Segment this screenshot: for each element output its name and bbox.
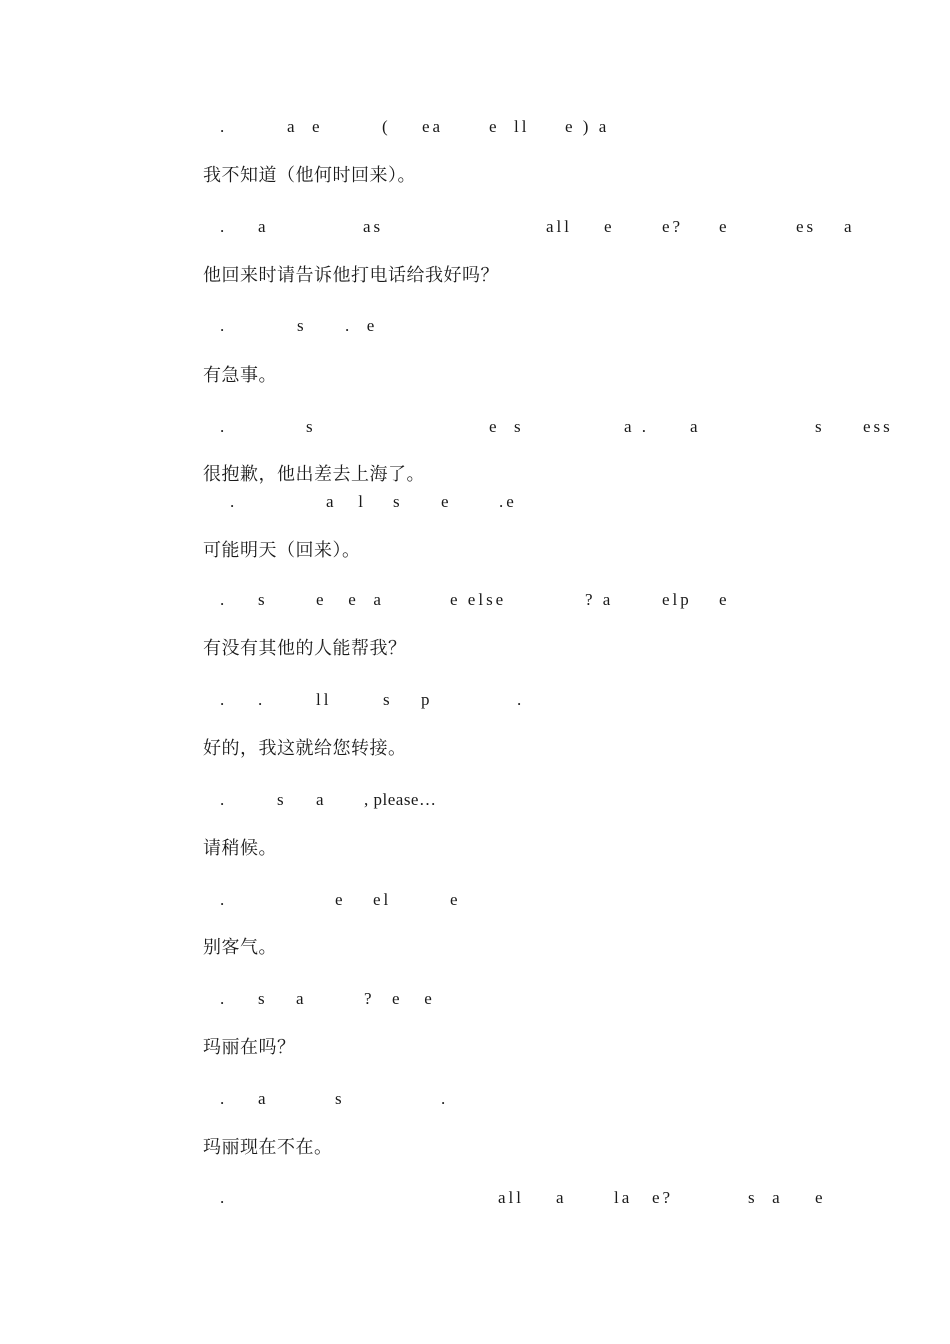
text-fragment: . [220,217,228,236]
text-fragment: a [258,1089,269,1108]
text-fragment: . [220,890,228,909]
english-line-4 [0,416,950,440]
text-fragment: . [220,117,228,136]
text-fragment: e s [489,417,524,436]
english-line-12 [0,1187,950,1211]
chinese-line-10: 玛丽在吗？ [203,1037,296,1058]
text-fragment: ess [863,417,893,436]
text-fragment: el [373,890,392,909]
text-fragment: e [604,217,615,236]
text-fragment: ( [382,117,391,136]
text-fragment: . [441,1089,449,1108]
chinese-line-5: 可能明天（回来）。 [203,540,361,561]
text-fragment: e [815,1188,826,1207]
text-fragment: a [556,1188,567,1207]
text-fragment: , please… [364,790,437,809]
text-fragment: s [306,417,316,436]
text-fragment: e ) a [565,117,610,136]
text-fragment: a [296,989,307,1008]
text-fragment: ea [422,117,444,136]
text-fragment: . e [345,316,378,335]
english-line-6 [0,589,950,613]
chinese-line-8: 请稍候。 [203,838,277,859]
chinese-line-3: 有急事。 [203,365,277,386]
english-line-5 [0,491,950,515]
text-fragment: ? a [585,590,614,609]
text-fragment: elp [662,590,692,609]
text-fragment: e e [392,989,435,1008]
text-fragment: e [450,890,461,909]
text-fragment: .e [499,492,517,511]
chinese-line-1: 我不知道（他何时回来）。 [203,165,416,186]
text-fragment: ll [316,690,332,709]
text-fragment: . [220,590,228,609]
english-line-7 [0,689,950,713]
chinese-line-4: 很抱歉，他出差去上海了。 [203,464,425,485]
chinese-line-11: 玛丽现在不在。 [203,1137,333,1158]
text-fragment: . [220,1089,228,1108]
text-fragment: a l [326,492,367,511]
text-fragment: es [796,217,817,236]
text-fragment: s [383,690,393,709]
chinese-line-7: 好的，我这就给您转接。 [203,738,407,759]
text-fragment: s [297,316,307,335]
text-fragment: s a [748,1188,783,1207]
text-fragment: e? [662,217,684,236]
text-fragment: . [220,417,228,436]
english-line-2 [0,216,950,240]
text-fragment: as [363,217,384,236]
text-fragment: s [258,590,268,609]
english-line-1 [0,116,950,140]
text-fragment: e [335,890,346,909]
text-fragment: all [498,1188,524,1207]
english-line-11 [0,1088,950,1112]
text-fragment: . [220,790,228,809]
text-fragment: . [220,1188,228,1207]
text-fragment: all [546,217,572,236]
text-fragment: a e [287,117,323,136]
text-fragment: a . [624,417,650,436]
text-fragment: e [441,492,452,511]
text-fragment: s [258,989,268,1008]
text-fragment: s [393,492,403,511]
text-fragment: . [517,690,525,709]
text-fragment: s [815,417,825,436]
text-fragment: a [316,790,327,809]
text-fragment: e e a [316,590,384,609]
english-line-10 [0,988,950,1012]
english-line-3 [0,315,950,339]
english-line-8 [0,789,950,813]
text-fragment: . [220,690,228,709]
text-fragment: ? [364,989,375,1008]
text-fragment: la [614,1188,633,1207]
text-fragment: a [844,217,855,236]
chinese-line-2: 他回来时请告诉他打电话给我好吗？ [203,265,499,286]
text-fragment: . [220,316,228,335]
text-fragment: . [230,492,238,511]
text-fragment: a [690,417,701,436]
english-line-9 [0,889,950,913]
text-fragment: e [719,590,730,609]
text-fragment: . [220,989,228,1008]
text-fragment: a [258,217,269,236]
chinese-line-6: 有没有其他的人能帮我？ [203,638,407,659]
text-fragment: . [258,690,266,709]
text-fragment: e ll [489,117,530,136]
text-fragment: p [421,690,433,709]
text-fragment: e [719,217,730,236]
chinese-line-9: 别客气。 [203,937,277,958]
text-fragment: s [335,1089,345,1108]
text-fragment: s [277,790,287,809]
text-fragment: e else [450,590,507,609]
text-fragment: e? [652,1188,674,1207]
